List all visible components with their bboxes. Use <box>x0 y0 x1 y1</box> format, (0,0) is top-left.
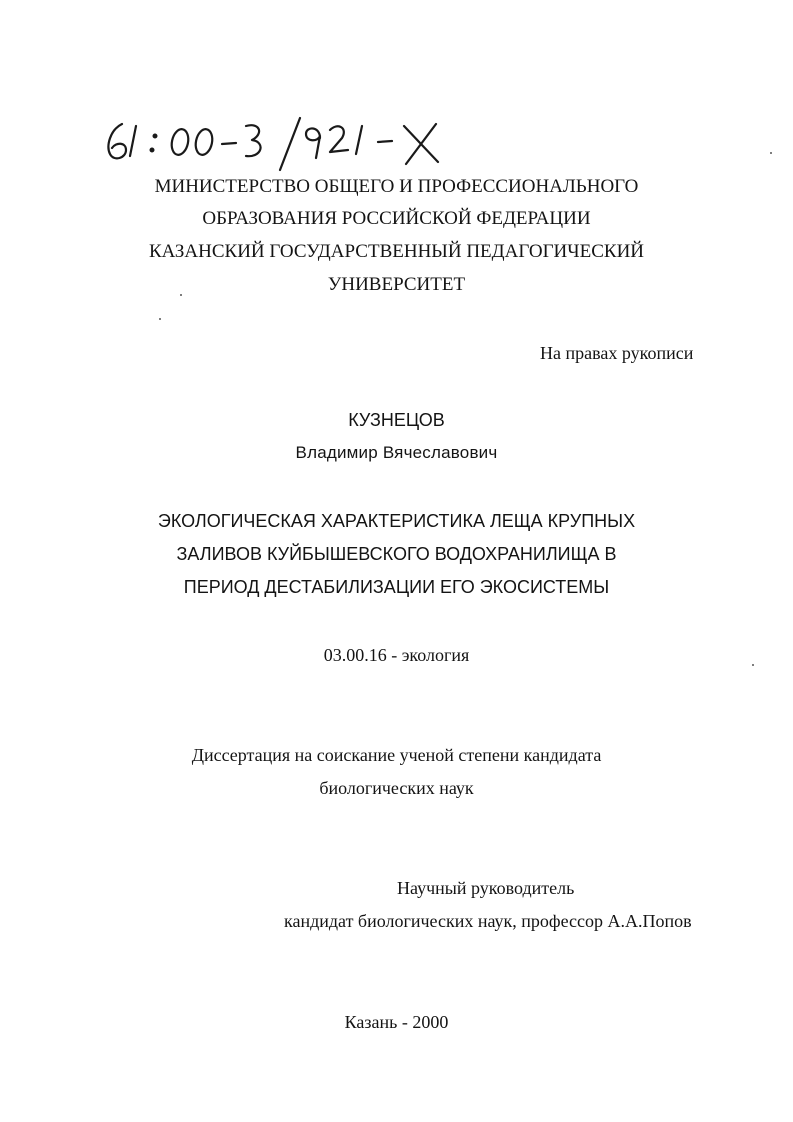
supervisor-details: кандидат биологических наук, профессор А.А.Попов <box>284 911 692 931</box>
manuscript-note: На правах рукописи <box>540 343 694 363</box>
degree-line-2: биологических наук <box>319 778 474 798</box>
title-line-2: ЗАЛИВОВ КУЙБЫШЕВСКОГО ВОДОХРАНИЛИЩА В <box>176 544 617 564</box>
scan-speck <box>180 294 182 296</box>
scan-speck <box>770 152 772 154</box>
scan-speck <box>159 318 161 320</box>
ministry-line-1: МИНИСТЕРСТВО ОБЩЕГО И ПРОФЕССИОНАЛЬНОГО <box>154 176 639 197</box>
handwritten-archive-mark-drawing <box>100 112 460 172</box>
ministry-line-2: ОБРАЗОВАНИЯ РОССИЙСКОЙ ФЕДЕРАЦИИ <box>202 208 591 229</box>
specialty-code: 03.00.16 - экология <box>323 645 470 665</box>
degree-line-1: Диссертация на соискание ученой степени кандидата <box>191 745 602 765</box>
university-line-2: УНИВЕРСИТЕТ <box>327 274 466 295</box>
place-and-year: Казань - 2000 <box>344 1012 449 1032</box>
handwritten-archive-mark <box>100 112 460 172</box>
title-line-3: ПЕРИОД ДЕСТАБИЛИЗАЦИИ ЕГО ЭКОСИСТЕМЫ <box>183 577 610 597</box>
university-line-1: КАЗАНСКИЙ ГОСУДАРСТВЕННЫЙ ПЕДАГОГИЧЕСКИЙ <box>148 241 645 262</box>
author-given-names: Владимир Вячеславович <box>295 443 498 462</box>
title-line-1: ЭКОЛОГИЧЕСКАЯ ХАРАКТЕРИСТИКА ЛЕЩА КРУПНЫХ <box>157 511 636 531</box>
supervisor-label: Научный руководитель <box>397 878 575 898</box>
author-surname: КУЗНЕЦОВ <box>348 410 445 430</box>
scan-speck <box>752 664 754 666</box>
